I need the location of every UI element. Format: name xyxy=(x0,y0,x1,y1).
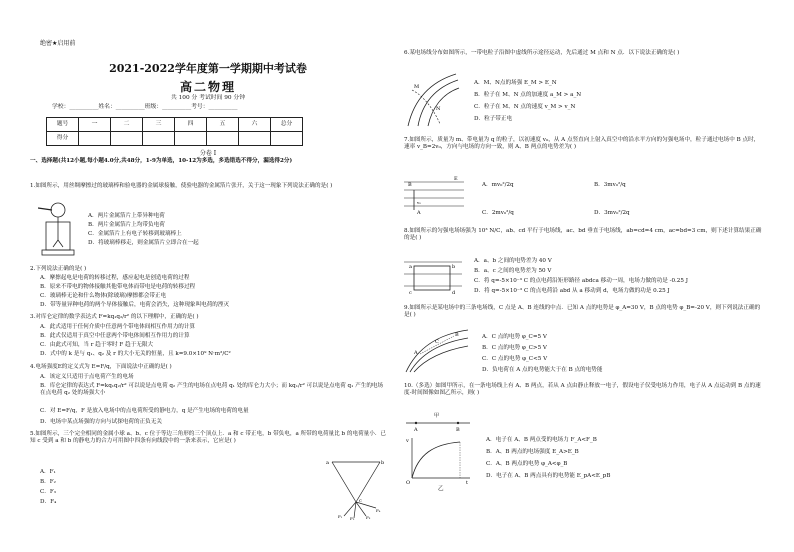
q7-option-c: C．2mv₀²/q xyxy=(482,210,514,216)
q7-label-a: A xyxy=(417,210,421,216)
q9-option-a: A．C 点的电势 φ_C=5 V xyxy=(482,334,547,340)
score-cell: 得分 xyxy=(47,132,79,146)
q1-option-b: B．两片金属箔片上均带负电荷 xyxy=(88,222,165,228)
q4-stem: 4.电场强度E的定义式为 E=F/q，下面说法中正确的是( ) xyxy=(30,364,172,370)
q7-option-a: A．mv₀²/2q xyxy=(482,182,514,188)
q4-option-d: D．电场中某点场强的方向与试探电荷的正负无关 xyxy=(40,419,162,425)
q5-label-f4: F₄ xyxy=(376,508,381,513)
part-label: 分卷 I xyxy=(199,150,217,157)
q1-electroscope-figure xyxy=(38,200,78,262)
q3-option-d: D．式中的 k 是与 q₁、q₂ 及 r 的大小无关的恒量，且 k=9.0×10⁹ N·m²/C² xyxy=(40,351,231,357)
q10-figure-yi xyxy=(404,434,474,484)
secret-label: 绝密★启用前 xyxy=(40,40,76,47)
q1-stem: 1.如图所示，用丝绸摩擦过的玻璃棒和验电器的金属球接触，使验电器的金属箔片张开，关于这一现象下列说法正确的是( ) xyxy=(30,183,333,189)
score-cell xyxy=(239,132,271,146)
q8-option-b: B．a、c 之间的电势差为 50 V xyxy=(474,268,552,274)
q5-label-b: b xyxy=(381,460,385,466)
q9-label-b: B xyxy=(455,332,459,338)
q5-label-f2: F₂ xyxy=(350,516,355,520)
q5-label-c: c xyxy=(359,498,362,504)
q6-option-a: A．M、N点的场强 E_M > E_N xyxy=(474,80,557,86)
q4-option-a: A．该定义只适用于点电荷产生的电场 xyxy=(40,374,134,380)
q9-option-b: B．C 点的电势 φ_C>5 V xyxy=(482,345,547,351)
q8-stem: 8.如图所示的匀强电场场强为 10³ N/C，ab、cd 平行于电场线，ac、bd 垂直于电场线，ab=cd=4 cm，ac=bd=3 cm，则下述计算结果正确的是( ) xyxy=(404,228,762,242)
q2-option-c: C．玻璃棒无论和什么物体(除玻璃)摩擦都会带正电 xyxy=(40,293,167,299)
score-cell xyxy=(143,132,175,146)
exam-title: 2021-2022学年度第一学期期中考试卷 xyxy=(109,62,307,75)
q5-option-a: A．F₁ xyxy=(40,469,56,475)
q1-option-d: D．将玻璃棒移走，则金属箔片立即合在一起 xyxy=(88,240,199,246)
score-cell xyxy=(79,132,111,146)
q5-option-d: D．F₄ xyxy=(40,499,57,505)
q8-label-d: d xyxy=(452,290,456,296)
q10-label-t: t xyxy=(466,480,469,484)
q5-label-a: a xyxy=(326,460,329,466)
q7-label-e: E xyxy=(454,176,458,182)
score-cell xyxy=(271,132,303,146)
q7-option-b: B．3mv₀²/q xyxy=(594,182,626,188)
q5-option-c: C．F₃ xyxy=(40,489,56,495)
q10-label-yi: 乙 xyxy=(438,486,444,492)
score-cell: 题号 xyxy=(47,118,79,132)
q2-stem: 2.下列说法正确的是( ) xyxy=(30,266,87,272)
q6-label-n: N xyxy=(436,106,441,112)
section-header: 一、选择题(共12小题,每小题4.0分,共48分，1-9为单选，10-12为多选，多选错选不得分，漏选得2分) xyxy=(30,158,293,164)
q6-field-lines-figure xyxy=(404,70,460,128)
q5-stem: 5.如图所示，三个完全相同的金属小球 a、b、c 位于等边三角形的三个顶点上．a 和 c 带正电，b 带负电，a 所带的电荷量比 b 的电荷量小．已知 c 受到 a 和 b 的静电力的合力可用图中四条有向线段中的一条来表示，它应是( ) xyxy=(30,431,387,445)
score-cell: 三 xyxy=(143,118,175,132)
q7-option-d: D．3mv₀²/2q xyxy=(594,210,630,216)
score-cell: 二 xyxy=(111,118,143,132)
q5-label-f1: F₁ xyxy=(338,514,343,519)
score-cell xyxy=(207,132,239,146)
score-cell: 总分 xyxy=(271,118,303,132)
q10-option-a: A．电子在 A、B 两点受的电场力 F_A<F_B xyxy=(486,437,597,443)
q10-label-a: A xyxy=(414,427,418,433)
q1-option-c: C．金属箔片上有电子转移到玻璃棒上 xyxy=(88,231,182,237)
exam-meta: 共 100 分 考试时间 90 分钟 xyxy=(170,95,246,101)
q10-stem: 10.（多选）如图甲所示，在一条电场线上有 A、B 两点，若从 A 点由静止释放一电子，假设电子仅受电场力作用，电子从 A 点运动到 B 点的速度-时间图像如图乙所示，则( ) xyxy=(404,383,761,397)
q6-option-b: B．粒子在 M、N 点的加速度 a_M > a_N xyxy=(474,92,582,98)
q7-label-v0: v₀ xyxy=(417,200,421,205)
q10-label-o: O xyxy=(406,480,411,484)
q7-field-figure xyxy=(404,176,466,216)
student-info-line: 学校：__________姓名：__________班级：__________考号：__________ xyxy=(52,104,238,110)
q9-option-c: C．C 点的电势 φ_C<5 V xyxy=(482,356,548,362)
q8-option-d: D．将 q=-5×10⁻³ C 的点电荷沿 abd 从 a 移动到 d，电场力做的功是 0.25 J xyxy=(474,288,670,294)
q3-stem: 3.对库仑定律的数学表达式 F=kq₁q₂/r² 的以下理解中，正确的是( ) xyxy=(30,314,199,320)
q10-figure-jia xyxy=(404,411,474,433)
q5-label-f3: F₃ xyxy=(366,515,371,520)
score-cell: 四 xyxy=(175,118,207,132)
score-cell: 五 xyxy=(207,118,239,132)
q9-label-a: A xyxy=(414,350,418,356)
score-cell xyxy=(111,132,143,146)
score-table-score-row xyxy=(47,132,303,146)
q8-label-a: a xyxy=(409,264,412,270)
q10-option-c: C．A、B 两点的电势 φ_A<φ_B xyxy=(486,461,568,467)
q6-option-d: D．粒子带正电 xyxy=(474,116,513,122)
score-table xyxy=(46,117,303,146)
q8-option-c: C．将 q=-5×10⁻³ C 的点电荷沿矩形路径 abdca 移动一周，电场力做的功是 -0.25 J xyxy=(474,278,688,284)
score-cell: 一 xyxy=(79,118,111,132)
q10-option-d: D．电子在 A、B 两点具有的电势能 E_pA<E_pB xyxy=(486,473,611,479)
q7-stem: 7.如图所示，质量为 m、带电量为 q 的粒子，以初速度 v₀，从 A 点竖直向上射入真空中的沿水平方向的匀强电场中，粒子通过电场中 B 点时，速率 v_B=2v₀，方向与电场的方向一致，则 A、B 两点的电势差为( ) xyxy=(404,137,760,151)
q4-option-b: B．库仑定律的表达式 F=kq₁q₂/r² 可以说是点电荷 q₂ 产生的电场在点电荷 q₁ 处的库仑力大小；而 kq₁/r² 可以说是点电荷 q₁ 产生的电场在点电荷 q₂ 处的场强大小 xyxy=(40,383,384,397)
q7-label-b: B xyxy=(408,182,412,188)
q6-option-c: C．粒子在 M、N 点的速度 v_M > v_N xyxy=(474,104,576,110)
q5-option-b: B．F₂ xyxy=(40,479,56,485)
q8-label-c: c xyxy=(409,290,412,296)
q10-label-b: B xyxy=(456,427,460,433)
q3-option-c: C．由此式可知，当 r 趋于零时 F 趋于无限大 xyxy=(40,342,154,348)
q2-option-d: D．带等量异种电荷的两个导体接触后，电荷会消失，这种现象叫电荷的湮灭 xyxy=(40,302,230,308)
q8-rectangle-figure xyxy=(404,256,464,298)
q3-option-a: A．此式适用于任何介质中任意两个带电体间相互作用力的计算 xyxy=(40,324,196,330)
q2-option-b: B．原来不带电的物体接触其他带电体而带电是电荷的转移过程 xyxy=(40,284,196,290)
q9-stem: 9.如图所示是某电场中的三条电场线，C 点是 A、B 连线的中点．已知 A 点的电势是 φ_A=30 V，B 点的电势 φ_B=-20 V，则下列说法正确的是( ) xyxy=(404,305,761,319)
q1-option-a: A．两片金属箔片上带异种电荷 xyxy=(88,213,165,219)
q4-option-c: C．对 E=F/q，F 是放入电场中的点电荷所受的静电力，q 是产生电场的电荷的电量 xyxy=(40,408,249,414)
q2-option-a: A．摩擦起电是电荷的转移过程，感应起电是创造电荷的过程 xyxy=(40,275,190,281)
q6-label-m: M xyxy=(414,84,420,90)
score-cell xyxy=(175,132,207,146)
score-table-header-row xyxy=(47,118,303,132)
q9-option-d: D．负电荷在 A 点的电势能大于在 B 点的电势能 xyxy=(482,367,603,373)
q6-stem: 6.某电场线分布如图所示，一带电粒子沿图中虚线所示途径运动，先后通过 M 点和 N 点．以下说法正确的是( ) xyxy=(404,50,680,56)
q9-label-c: C xyxy=(435,339,439,345)
q10-label-jia: 甲 xyxy=(434,413,440,419)
q9-field-lines-figure xyxy=(404,326,470,374)
q10-option-b: B．A、B 两点的电场强度 E_A>E_B xyxy=(486,449,579,455)
q10-label-v: v xyxy=(406,438,409,444)
exam-subject: 高二物理 xyxy=(179,80,236,94)
score-cell: 六 xyxy=(239,118,271,132)
q5-triangle-figure xyxy=(326,458,386,520)
q8-option-a: A．a、b 之间的电势差为 40 V xyxy=(474,258,552,264)
q3-option-b: B．此式仅适用于真空中任意两个带电体间相互作用力的计算 xyxy=(40,333,190,339)
q8-label-b: b xyxy=(452,264,456,270)
